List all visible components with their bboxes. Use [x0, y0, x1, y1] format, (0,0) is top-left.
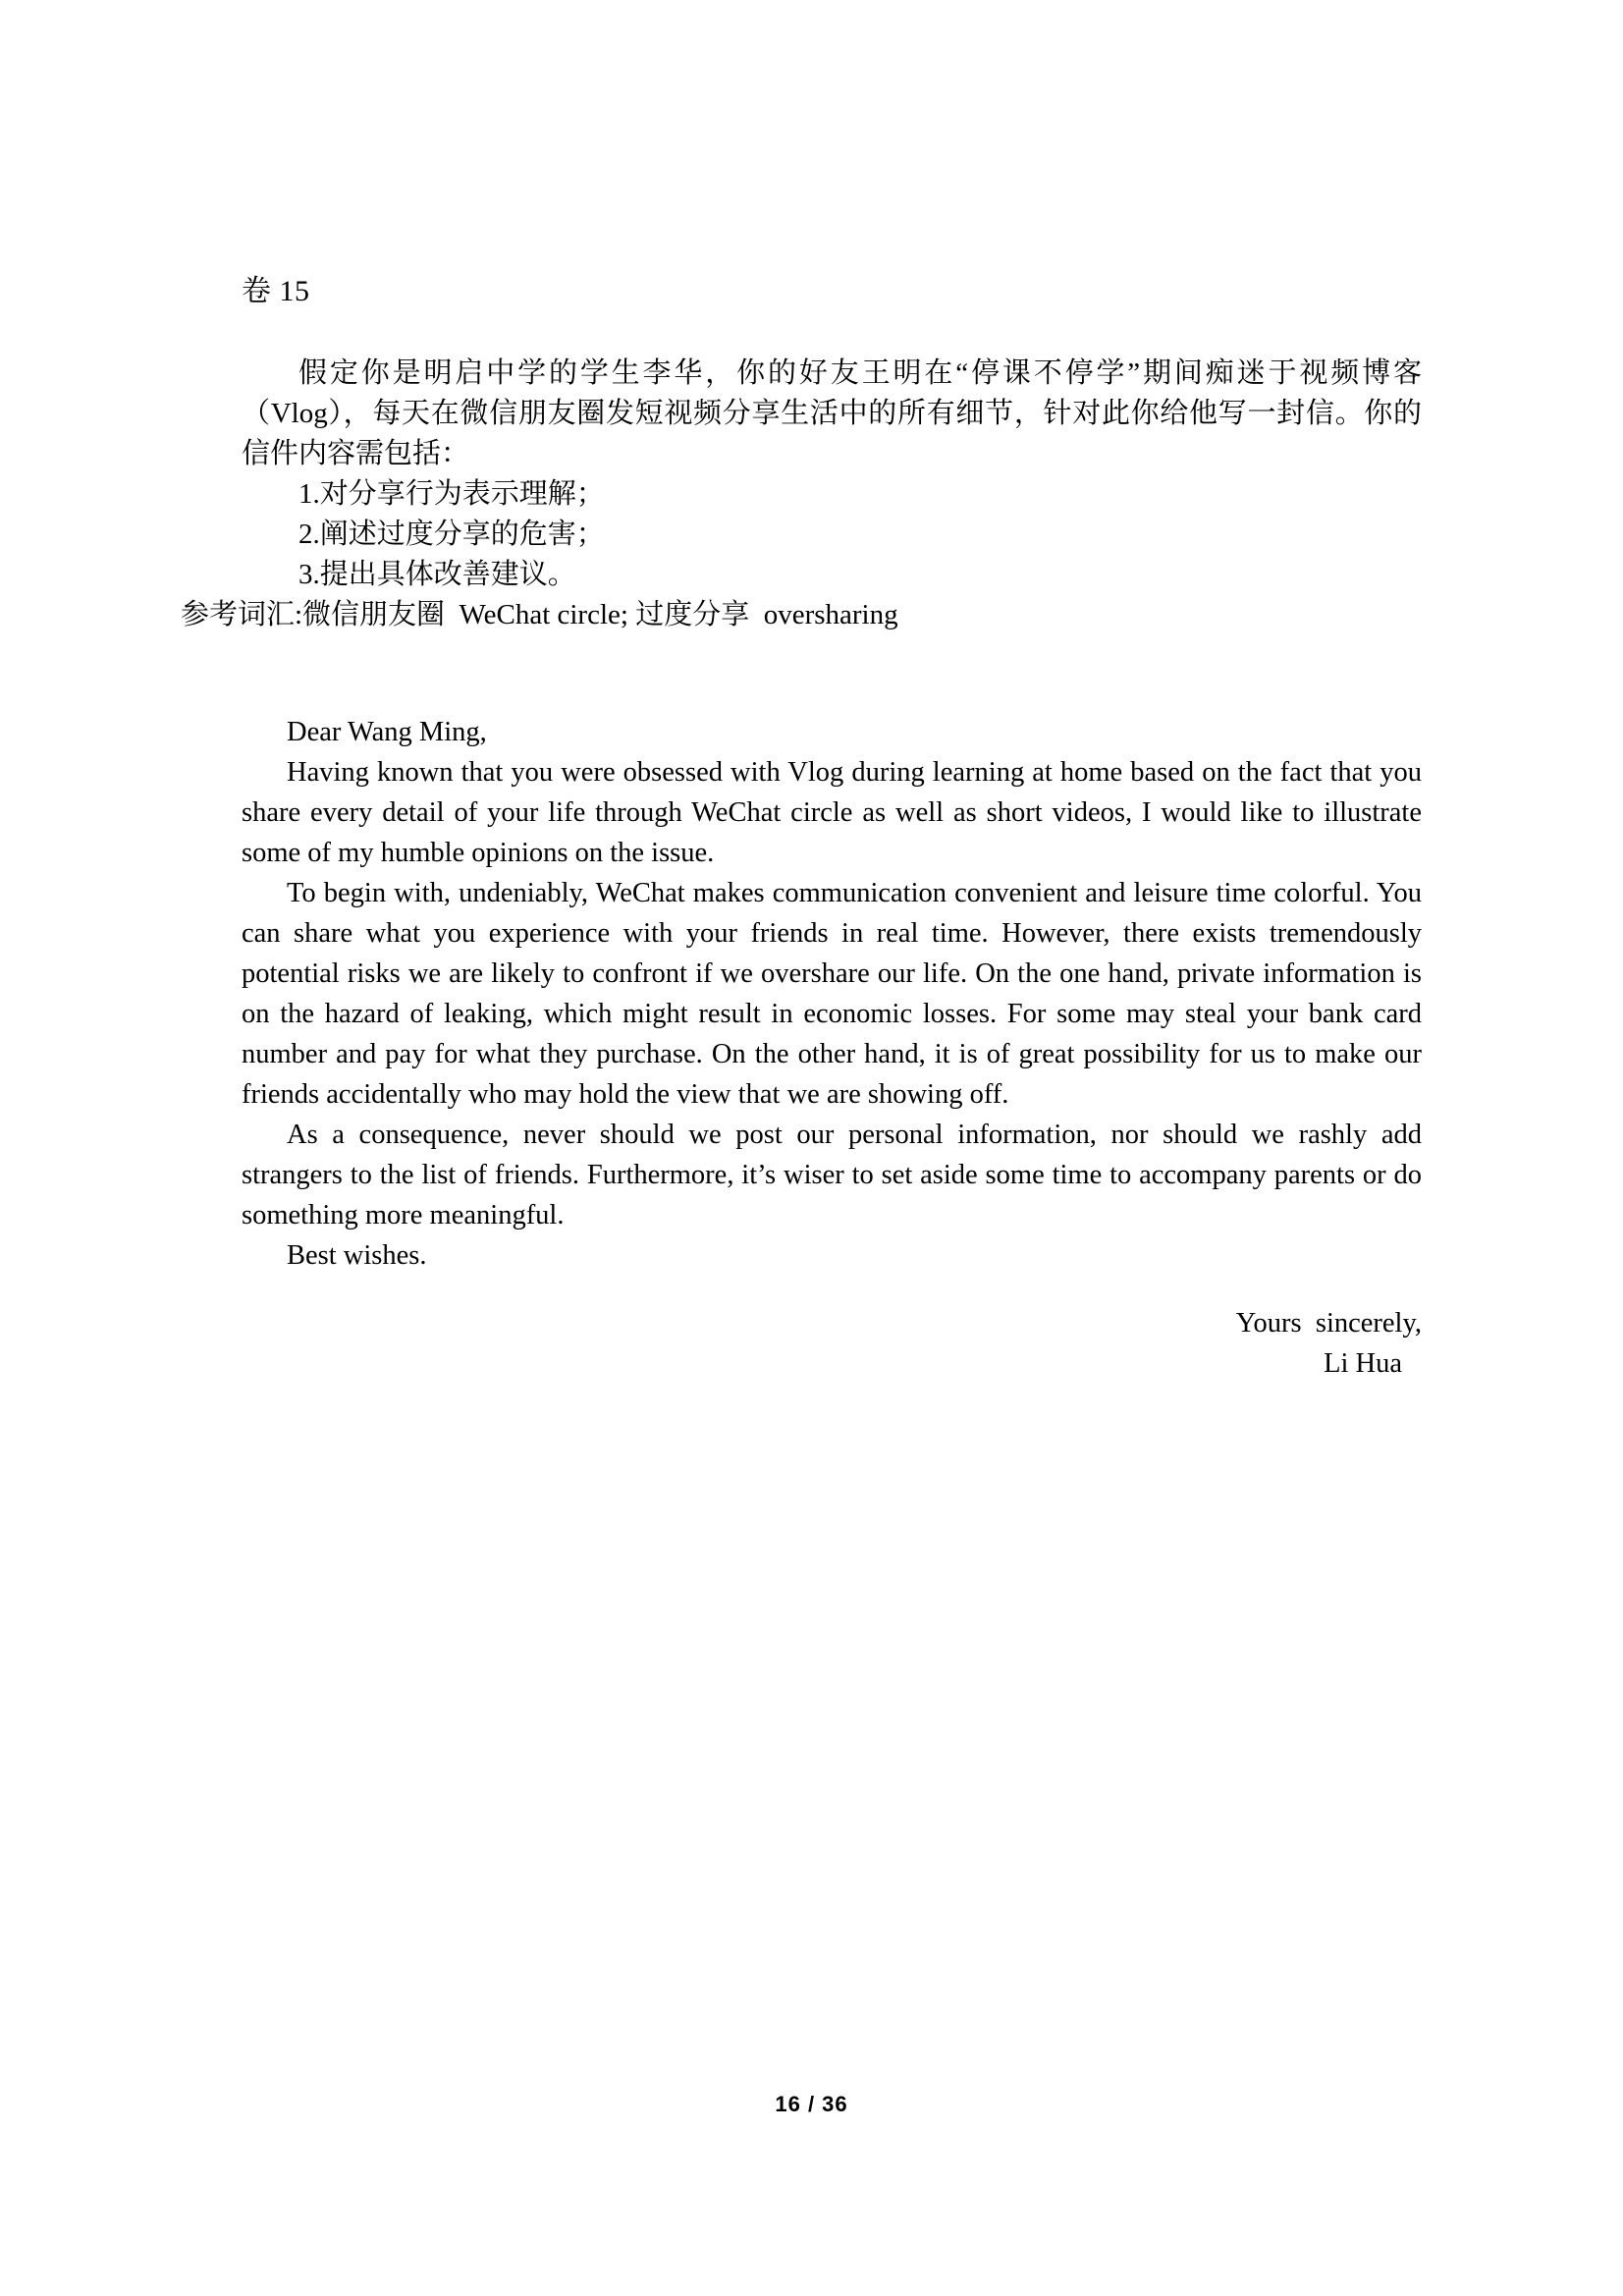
- letter-signature-name: Li Hua: [1324, 1347, 1402, 1379]
- prompt-section: [181, 354, 1422, 635]
- letter-signature-block: [242, 1303, 1422, 1384]
- vocabulary-reference: 参考词汇:微信朋友圈 WeChat circle; 过度分享 oversharing: [181, 598, 898, 630]
- page-content: [181, 273, 1422, 1384]
- prompt-requirement-2: 2.阐述过度分享的危害；: [298, 518, 605, 550]
- letter-paragraph-2: To begin with, undeniably, WeChat makes communication convenient and leisure time colorful. You can share what you experience with your friends in real time. However, there exists tremendously potential risks we are likely to confront if we overshare our life. On the one hand, private information is on the hazard of leaking, which might result in economic losses. For some may steal your bank card number and pay for what they purchase. On the other hand, it is of great possibility for us to make our friends accidentally who may hold the view that we are showing off.: [242, 877, 1422, 1110]
- letter-section: [242, 712, 1422, 1384]
- prompt-requirement-1: 1.对分享行为表示理解；: [298, 477, 605, 510]
- letter-paragraph-3: As a consequence, never should we post our personal information, nor should we rashly add strangers to the list of friends. Furthermore, it’s wiser to set aside some time to accompany parents or do something more meaningful.: [242, 1119, 1422, 1230]
- letter-salutation: Dear Wang Ming,: [287, 716, 487, 747]
- letter-sign-off: Yours sincerely,: [1235, 1307, 1422, 1339]
- prompt-paragraph: 假定你是明启中学的学生李华，你的好友王明在“停课不停学”期间痴迷于视频博客（Vlog），每天在微信朋友圈发短视频分享生活中的所有细节，针对此你给他写一封信。你的信件内容需包括：: [242, 356, 1422, 469]
- page-footer: 16 / 36: [775, 2092, 848, 2116]
- prompt-requirement-3: 3.提出具体改善建议。: [298, 558, 576, 590]
- letter-paragraph-1: Having known that you were obsessed with Vlog during learning at home based on the fact that you share every detail of your life through WeChat circle as well as short videos, I would like to illustrate some of my humble opinions on the issue.: [242, 756, 1422, 868]
- letter-closing: Best wishes.: [287, 1239, 427, 1271]
- page-title: 卷 15: [242, 275, 310, 307]
